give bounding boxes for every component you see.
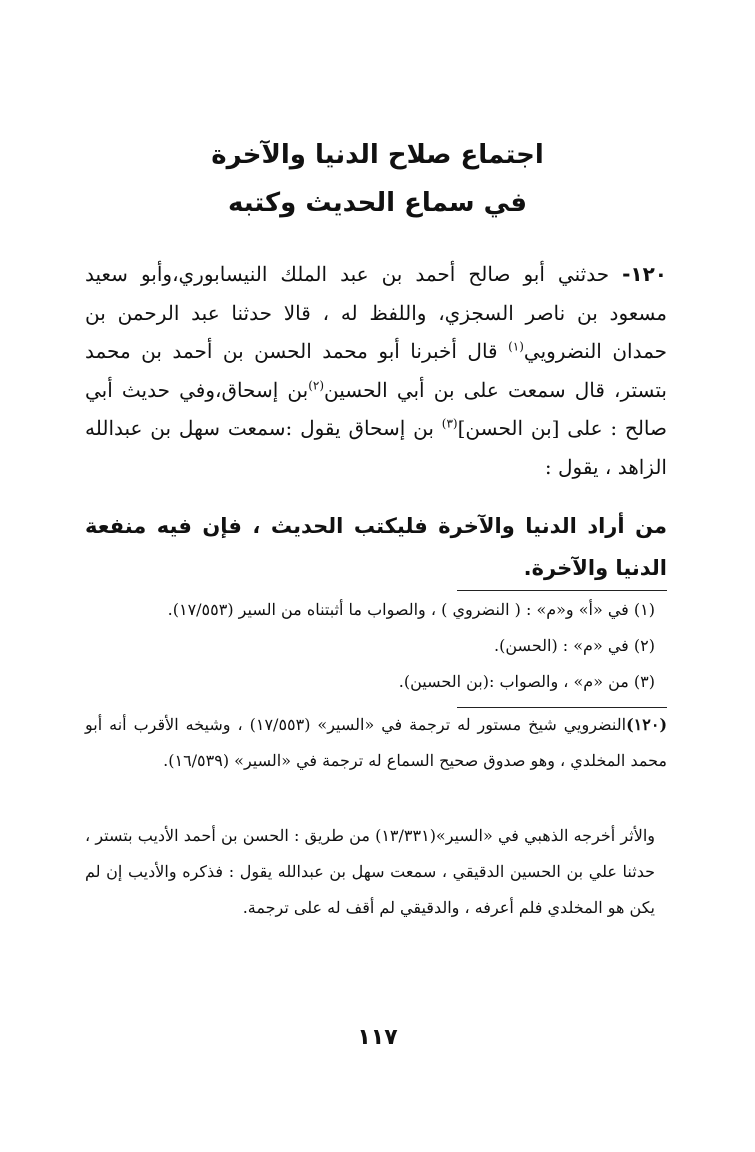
entry-number: ١٢٠-	[622, 262, 667, 286]
chapter-title-line-1: اجتماع صلاح الدنيا والآخرة	[211, 140, 544, 170]
footnote-ref-1: (١)	[508, 339, 524, 354]
commentary-body: النضرويي شيخ مستور له ترجمة في «السير» (١٧/٥٥٣) ، وشيخه الأقرب أنه أبو محمد المخلدي ، وهو صدوق صحيح السماع له ترجمة في «السير» (١٦/٥٣٩).	[85, 715, 667, 770]
footnote-2: (٢) في «م» : (الحسن).	[494, 636, 655, 655]
footnote-divider	[457, 590, 667, 591]
hadith-text	[85, 255, 667, 486]
footnote-3: (٣) من «م» ، والصواب :(بن الحسين).	[398, 672, 655, 691]
footnote-ref-2: (٢)	[308, 377, 325, 392]
source-note: والأثر أخرجه الذهبي في «السير»(١٣/٣٣١) من طريق : الحسن بن أحمد الأديب بتستر ، حدثنا علي بن الحسين الدقيقي ، سمعت سهل بن عبدالله يقول : فذكره والأديب إن لم يكن هو المخلدي فلم أعرفه ، والدقيقي لم أقف له على ترجمة.	[85, 826, 655, 917]
commentary-number: (١٢٠)	[626, 715, 668, 734]
commentary-text	[85, 707, 667, 779]
isnad-part-2: قال أخبرنا أبو محمد الحسن بن أحمد بن محمد بتستر، قال سمعت على بن أبي الحسين	[85, 339, 667, 402]
page-number: ١١٧	[357, 1025, 398, 1050]
isnad-part-1: حدثني أبو صالح أحمد بن عبد الملك النيسابوري،وأبو سعيد مسعود بن ناصر السجزي، واللفظ له ، قالا حدثنا عبد الرحمن بن حمدان النضرويي	[85, 262, 668, 363]
quoted-saying: من أراد الدنيا والآخرة فليكتب الحديث ، فإن فيه منفعة الدنيا والآخرة.	[85, 514, 667, 580]
isnad-part-3: بن إسحاق،وفي حديث أبي صالح : على [بن الحسن]	[85, 377, 667, 440]
footnote-1: (١) في «أ» و«م» : ( النضروي ) ، والصواب ما أثبتناه من السير (١٧/٥٥٣).	[167, 600, 655, 619]
footnote-ref-3: (٣)	[441, 416, 458, 431]
isnad-part-4: بن إسحاق يقول :سمعت سهل بن عبدالله الزاهد ، يقول :	[85, 416, 667, 479]
chapter-title-line-2: في سماع الحديث وكتبه	[228, 188, 527, 218]
